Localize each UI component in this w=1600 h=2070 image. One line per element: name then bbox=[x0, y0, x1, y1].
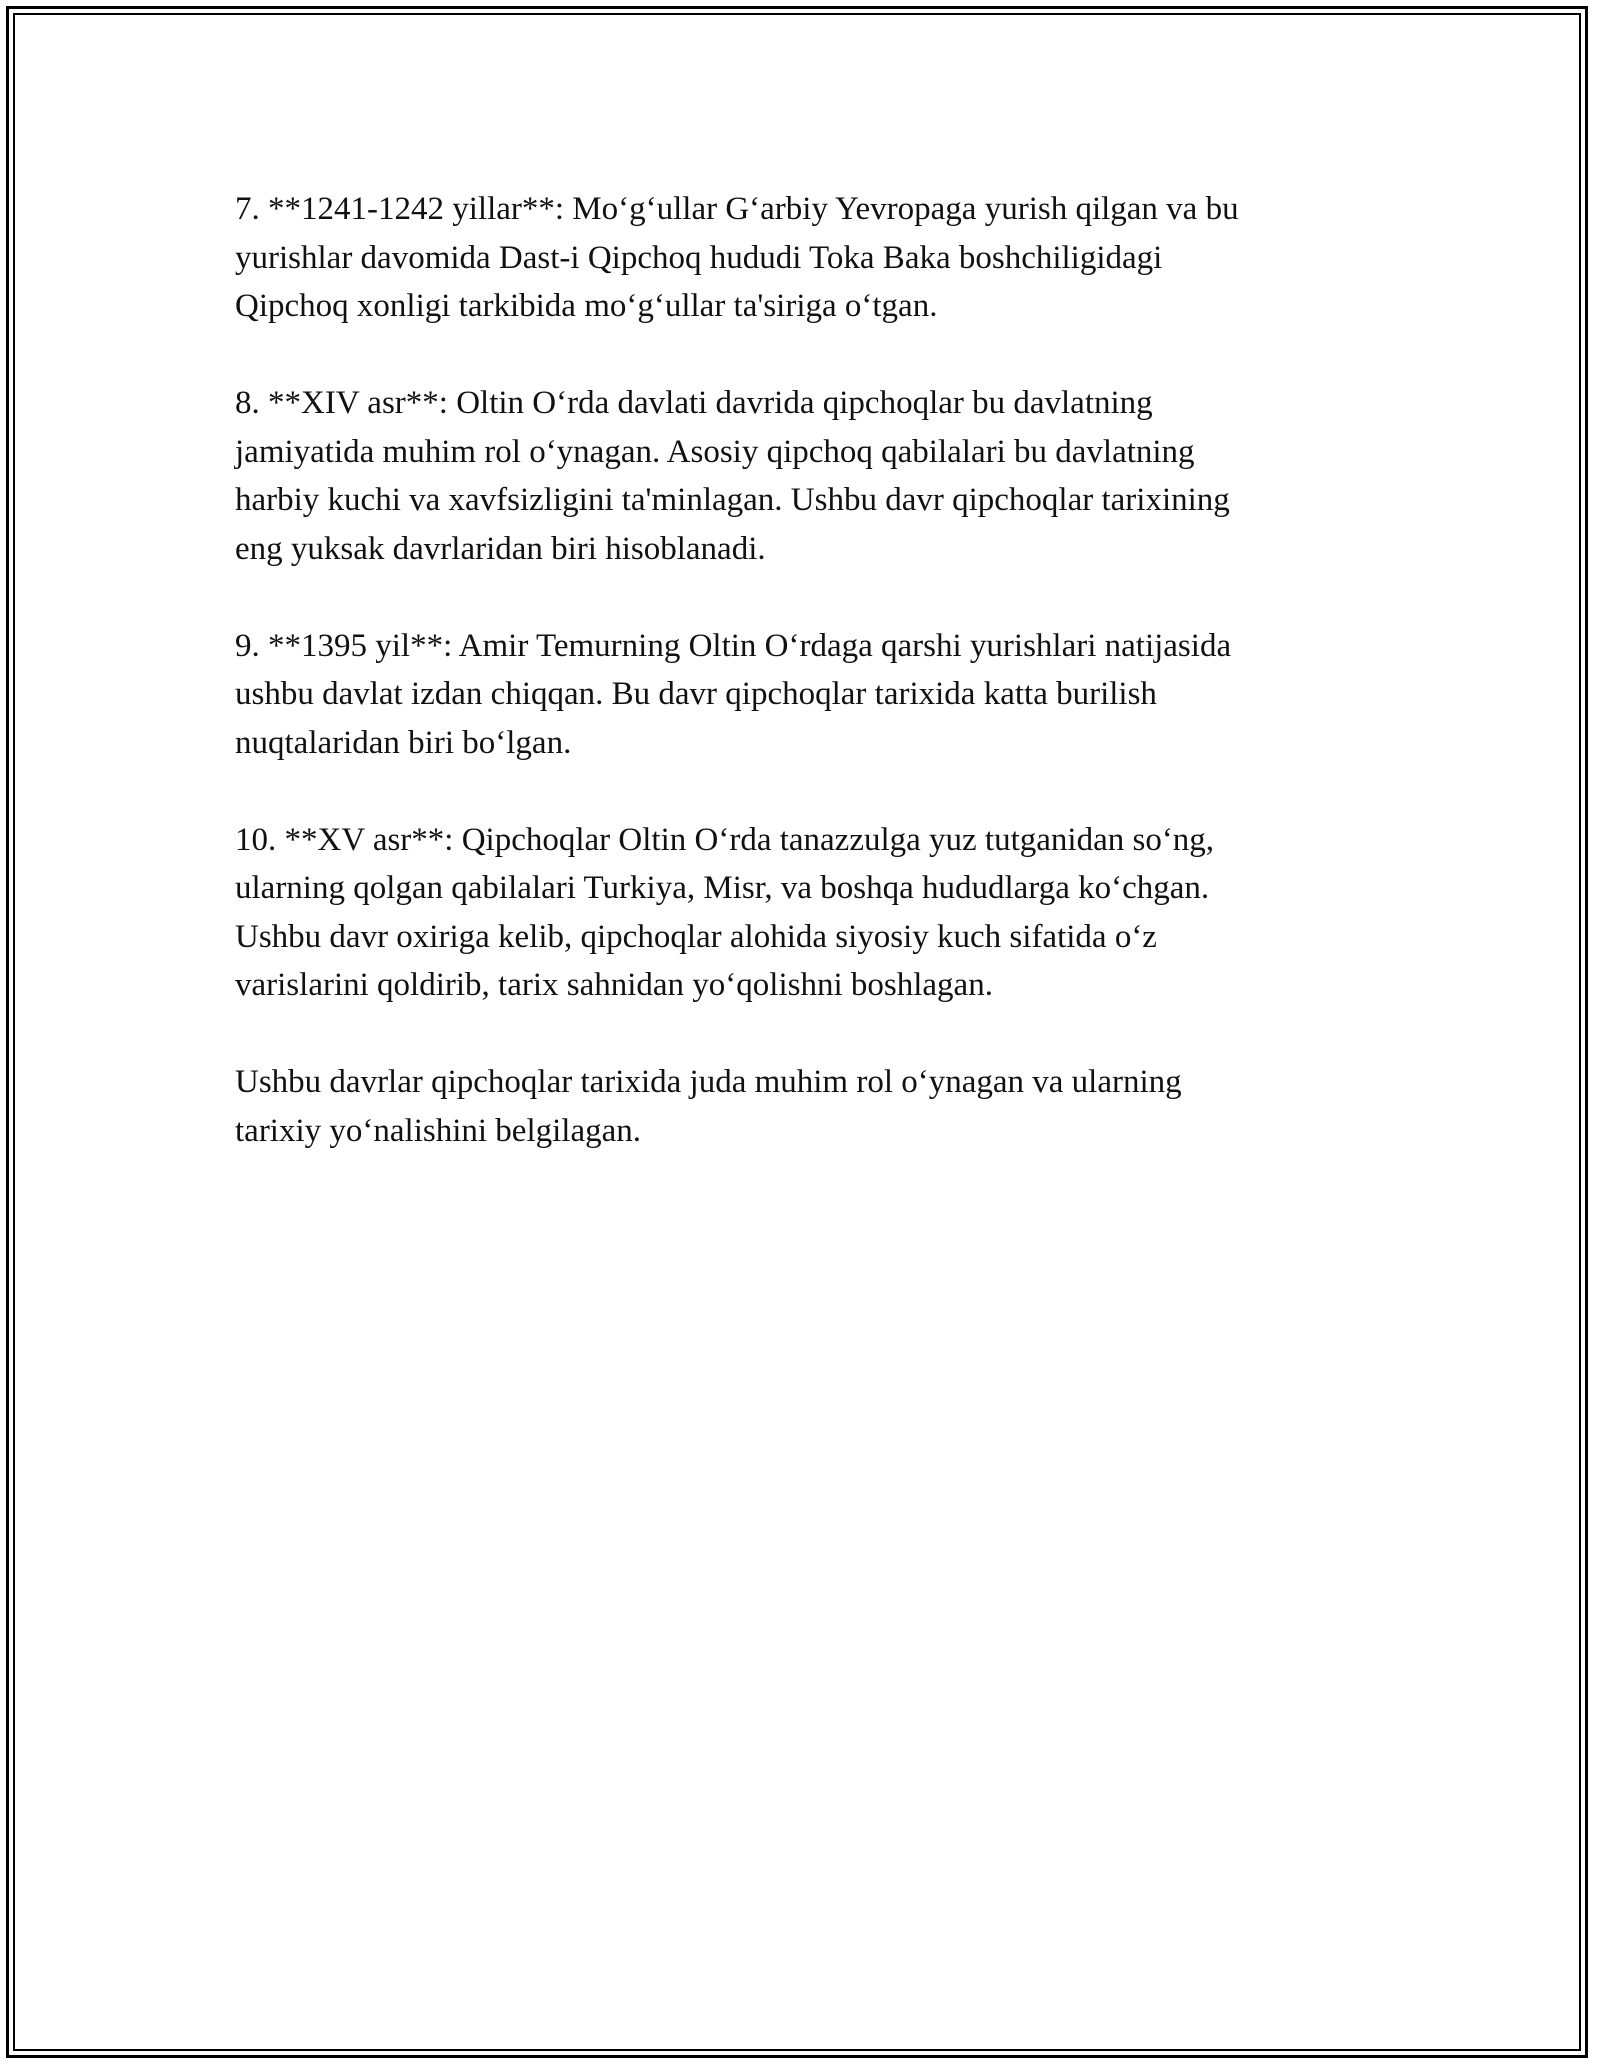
paragraph-item-8: 8. **XIV asr**: Oltin O‘rda davlati davrida qipchoqlar bu davlatning jamiyatida muhim rol o‘ynagan. Asosiy qipchoq qabilalari bu davlatning harbiy kuchi va xavfsizligini ta'minlagan. Ushbu davr qipchoqlar tarixining eng yuksak davrlaridan biri hisoblanadi. bbox=[235, 385, 1230, 567]
document-body bbox=[235, 185, 1395, 1204]
paragraph-item-9: 9. **1395 yil**: Amir Temurning Oltin O‘rdaga qarshi yurishlari natijasida ushbu davlat izdan chiqqan. Bu davr qipchoqlar tarixida katta burilish nuqtalaridan biri bo‘lgan. bbox=[235, 627, 1232, 761]
paragraph-conclusion: Ushbu davrlar qipchoqlar tarixida juda muhim rol o‘ynagan va ularning tarixiy yo‘nalishini belgilagan. bbox=[235, 1064, 1182, 1149]
paragraph-item-7: 7. **1241-1242 yillar**: Mo‘g‘ullar G‘arbiy Yevropaga yurish qilgan va bu yurishlar davomida Dast-i Qipchoq hududi Toka Baka boshchiligidagi Qipchoq xonligi tarkibida mo‘g‘ullar ta'siriga o‘tgan. bbox=[235, 191, 1239, 324]
paragraph-item-10: 10. **XV asr**: Qipchoqlar Oltin O‘rda tanazzulga yuz tutganidan so‘ng, ularning qolgan qabilalari Turkiya, Misr, va boshqa hududlarga ko‘chgan. Ushbu davr oxiriga kelib, qipchoqlar alohida siyosiy kuch sifatida o‘z varislarini qoldirib, tarix sahnidan yo‘qolishni boshlagan. bbox=[235, 821, 1215, 1003]
